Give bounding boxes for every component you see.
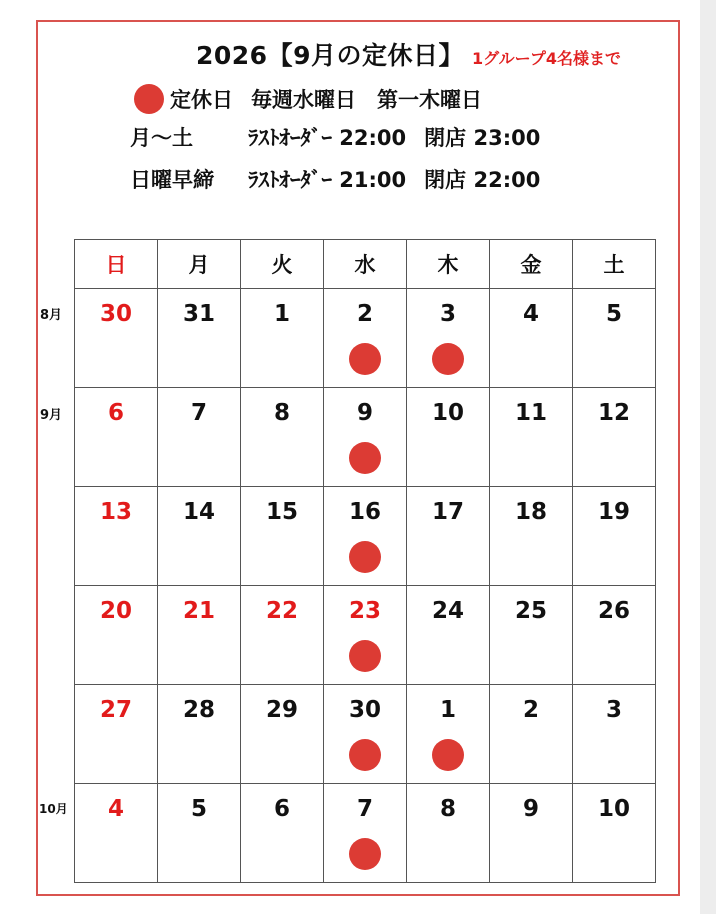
legend (134, 84, 482, 114)
calendar-day-cell (490, 487, 573, 586)
calendar-week-row (75, 289, 656, 388)
calendar-day-cell (324, 586, 407, 685)
hours-weekday (130, 122, 540, 152)
calendar-day-cell (407, 487, 490, 586)
hours-sunday (130, 164, 540, 194)
closed-day-dot-icon (349, 640, 381, 672)
calendar-day-cell (241, 487, 324, 586)
group-size-note: 1グループ4名様まで (471, 49, 621, 68)
day-number: 17 (431, 499, 464, 525)
day-number: 1 (273, 301, 290, 327)
weekday-thu: 木 (407, 240, 490, 289)
weekday-fri: 金 (490, 240, 573, 289)
day-number: 26 (597, 598, 630, 624)
closed-day-dot-icon (349, 838, 381, 870)
calendar-day-cell (573, 289, 656, 388)
day-number: 6 (273, 796, 290, 822)
day-number: 21 (182, 598, 215, 624)
calendar-day-cell (407, 586, 490, 685)
calendar-day-cell (75, 388, 158, 487)
calendar-week-row (75, 586, 656, 685)
day-number: 5 (190, 796, 207, 822)
calendar-day-cell (490, 685, 573, 784)
day-number: 31 (182, 301, 215, 327)
page-title: 2026【9月の定休日】 (196, 41, 464, 70)
calendar-day-cell (75, 784, 158, 883)
day-number: 30 (348, 697, 381, 723)
calendar-day-cell (158, 388, 241, 487)
calendar-day-cell (241, 586, 324, 685)
calendar-day-cell (407, 289, 490, 388)
day-number: 3 (605, 697, 622, 723)
last-order-time: ﾗｽﾄｵｰﾀﾞｰ 21:00 (248, 168, 407, 192)
weekday-header-row (75, 240, 656, 289)
calendar-day-cell (324, 289, 407, 388)
calendar-day-cell (75, 586, 158, 685)
calendar-day-cell (573, 388, 656, 487)
calendar-day-cell (158, 685, 241, 784)
calendar-day-cell (324, 388, 407, 487)
day-number: 4 (522, 301, 539, 327)
day-number: 8 (439, 796, 456, 822)
closed-day-dot-icon (349, 541, 381, 573)
weekday-sun: 日 (75, 240, 158, 289)
calendar-grid (74, 239, 656, 883)
calendar-day-cell (407, 388, 490, 487)
day-number: 7 (356, 796, 373, 822)
day-number: 24 (431, 598, 464, 624)
day-number: 15 (265, 499, 298, 525)
calendar-week-row (75, 784, 656, 883)
day-number: 11 (514, 400, 547, 426)
calendar-week-row (75, 388, 656, 487)
calendar-day-cell (324, 685, 407, 784)
legend-label: 定休日 (170, 88, 233, 112)
day-number: 20 (99, 598, 132, 624)
hours-label: 日曜早締 (130, 168, 214, 192)
day-number: 2 (522, 697, 539, 723)
day-number: 16 (348, 499, 381, 525)
month-label-august: 8月 (40, 308, 63, 323)
day-number: 27 (99, 697, 132, 723)
day-number: 25 (514, 598, 547, 624)
calendar-day-cell (573, 487, 656, 586)
day-number: 2 (356, 301, 373, 327)
calendar-day-cell (573, 586, 656, 685)
day-number: 9 (522, 796, 539, 822)
weekday-tue: 火 (241, 240, 324, 289)
month-label-october: 10月 (39, 802, 68, 816)
calendar-week-row (75, 487, 656, 586)
day-number: 28 (182, 697, 215, 723)
calendar-day-cell (490, 289, 573, 388)
calendar-day-cell (158, 487, 241, 586)
calendar-day-cell (490, 586, 573, 685)
calendar-day-cell (324, 487, 407, 586)
day-number: 23 (348, 598, 381, 624)
calendar-day-cell (241, 388, 324, 487)
day-number: 5 (605, 301, 622, 327)
last-order-time: ﾗｽﾄｵｰﾀﾞｰ 22:00 (248, 126, 407, 150)
calendar-day-cell (75, 487, 158, 586)
day-number: 19 (597, 499, 630, 525)
closed-day-dot-icon (432, 739, 464, 771)
calendar-day-cell (241, 685, 324, 784)
day-number: 30 (99, 301, 132, 327)
calendar-day-cell (158, 784, 241, 883)
day-number: 8 (273, 400, 290, 426)
calendar-day-cell (573, 784, 656, 883)
legend-closed-days: 毎週水曜日 第一木曜日 (251, 88, 482, 112)
calendar-day-cell (407, 685, 490, 784)
closed-day-dot-icon (349, 442, 381, 474)
hours-label: 月～土 (130, 126, 193, 150)
closed-day-dot-icon (134, 84, 164, 114)
calendar-day-cell (490, 784, 573, 883)
calendar-day-cell (490, 388, 573, 487)
closed-day-dot-icon (432, 343, 464, 375)
day-number: 29 (265, 697, 298, 723)
day-number: 22 (265, 598, 298, 624)
weekday-sat: 土 (573, 240, 656, 289)
day-number: 1 (439, 697, 456, 723)
day-number: 7 (190, 400, 207, 426)
day-number: 3 (439, 301, 456, 327)
calendar-day-cell (324, 784, 407, 883)
calendar-day-cell (158, 586, 241, 685)
calendar-day-cell (407, 784, 490, 883)
day-number: 13 (99, 499, 132, 525)
day-number: 10 (431, 400, 464, 426)
day-number: 9 (356, 400, 373, 426)
calendar-day-cell (75, 289, 158, 388)
calendar-day-cell (75, 685, 158, 784)
calendar-day-cell (241, 289, 324, 388)
weekday-wed: 水 (324, 240, 407, 289)
day-number: 6 (107, 400, 124, 426)
day-number: 12 (597, 400, 630, 426)
title-row (196, 36, 621, 72)
day-number: 14 (182, 499, 215, 525)
closing-time: 閉店 22:00 (424, 168, 541, 192)
day-number: 18 (514, 499, 547, 525)
day-number: 10 (597, 796, 630, 822)
calendar-week-row (75, 685, 656, 784)
closed-day-dot-icon (349, 739, 381, 771)
calendar-day-cell (241, 784, 324, 883)
closed-day-dot-icon (349, 343, 381, 375)
calendar-day-cell (573, 685, 656, 784)
day-number: 4 (107, 796, 124, 822)
weekday-mon: 月 (158, 240, 241, 289)
month-label-september: 9月 (40, 408, 63, 423)
calendar-day-cell (158, 289, 241, 388)
closing-time: 閉店 23:00 (424, 126, 541, 150)
